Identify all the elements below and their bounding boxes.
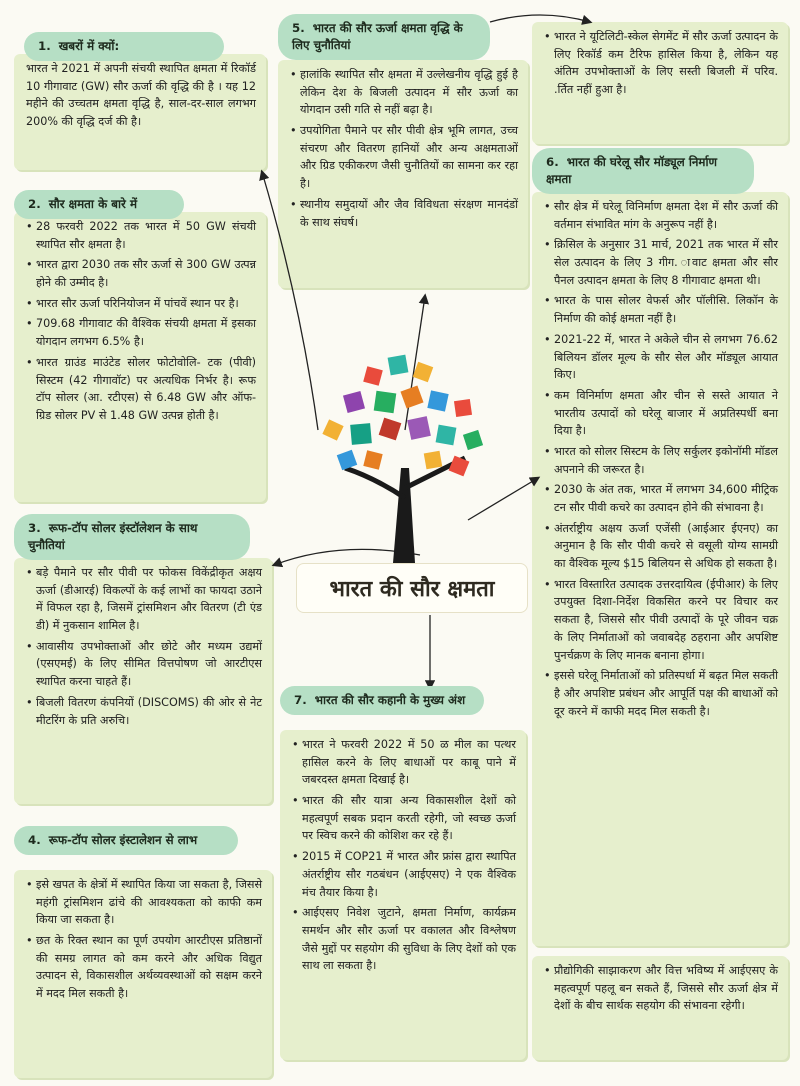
list-item: • अंतर्राष्ट्रीय अक्षय ऊर्जा एजेंसी (आईआर ईएनए) का अनुमान है कि सौर पीवी कचरे से वसूली योग्य सामग्री का वैश्विक मूल्य $15 बिलियन से अधिक हो सकता है। bbox=[544, 520, 778, 573]
s7-number: 7. bbox=[294, 693, 307, 707]
s1-title: खबरों में क्यों: bbox=[58, 39, 120, 53]
list-item: • भारत की सौर यात्रा अन्य विकासशील देशों को महत्वपूर्ण सबक प्रदान करती रहेगी, जो स्वच्छ ऊर्जा पर स्विच करने की कोशिश कर रहे हैं। bbox=[292, 792, 516, 845]
s1-heading bbox=[24, 32, 224, 61]
list-item: • 28 फरवरी 2022 तक भारत में 50 GW संचयी स्थापित सौर क्षमता है। bbox=[26, 218, 256, 253]
list-item: • उपयोगिता पैमाने पर सौर पीवी क्षेत्र भूमि लागत, उच्च संचरण और वितरण हानियों और अन्य अक्षमताओं और ग्रिड एकीकरण जैसी चुनौतियों का सामना कर रहा है। bbox=[290, 122, 518, 193]
list-item: • बड़े पैमाने पर सौर पीवी पर फोकस विकेंद्रीकृत अक्षय ऊर्जा (डीआरई) विकल्पों के कई लाभों का फायदा उठाने में विफल रहा है, जिसमें ट्रांसमिशन और वितरण (टी एंड डी) में नुकसान शामिल है। bbox=[26, 564, 262, 635]
s2-title: सौर क्षमता के बारे में bbox=[48, 197, 138, 211]
list-item: • इसे खपत के क्षेत्रों में स्थापित किया जा सकता है, जिससे महंगी ट्रांसमिशन ढांचे की आवश्यकता को काफी कम किया जा सकता है। bbox=[26, 876, 262, 929]
list-item: • भारत सौर ऊर्जा परिनियोजन में पांचवें स्थान पर है। bbox=[26, 295, 256, 313]
center-title: भारत की सौर क्षमता bbox=[296, 563, 528, 613]
s4-title: रूफ-टॉप सोलर इंस्टालेशन से लाभ bbox=[48, 833, 198, 847]
list-item: • भारत विस्तारित उत्पादक उत्तरदायित्व (ईपीआर) के लिए उपयुक्त दिशा-निर्देश विकसित करने पर विचार कर सकता है, जिससे सौर पीवी उत्पादों के पूरे जीवन चक्र के लिए निर्माताओं को जवाबदेह ठहराना और अपशिष्ट पुनर्चक्रण के लिए मानक बनाना होगा। bbox=[544, 576, 778, 664]
s2-heading bbox=[14, 190, 184, 219]
list-item: • भारत के पास सोलर वेफर्स और पॉलीसि. लिकॉन के निर्माण की कोई क्षमता नहीं है। bbox=[544, 292, 778, 327]
list-item: • भारत द्वारा 2030 तक सौर ऊर्जा से 300 GW उत्पन्न होने की उम्मीद है। bbox=[26, 256, 256, 291]
list-item: • हालांकि स्थापित सौर क्षमता में उल्लेखनीय वृद्धि हुई है लेकिन देश के बिजली उत्पादन में सौर ऊर्जा का योगदान उसी गति से नहीं बढ़ा है। bbox=[290, 66, 518, 119]
list-item: • 2015 में COP21 में भारत और फ्रांस द्वारा स्थापित अंतर्राष्ट्रीय सौर गठबंधन (आईएसए) ने एक वैश्विक मंच तैयार किया है। bbox=[292, 848, 516, 901]
s1-number: 1. bbox=[38, 39, 51, 53]
s6-heading bbox=[532, 148, 754, 194]
list-item: • सौर क्षेत्र में घरेलू विनिर्माण क्षमता देश में सौर ऊर्जा की वर्तमान संभावित मांग के अनुरूप नहीं है। bbox=[544, 198, 778, 233]
list-item: • इससे घरेलू निर्माताओं को प्रतिस्पर्धा में बढ़त मिल सकती है और अपशिष्ट प्रबंधन और आपूर्ति पक्ष की बाधाओं को दूर करने में काफी मदद मिल सकती है। bbox=[544, 667, 778, 720]
arrow-s5-to-s5b bbox=[490, 15, 590, 22]
s7-title: भारत की सौर कहानी के मुख्य अंश bbox=[314, 693, 466, 707]
tree-illustration bbox=[305, 348, 505, 578]
list-item: • बिजली वितरण कंपनियों (DISCOMS) की ओर से नेट मीटरिंग के प्रति अरुचि। bbox=[26, 694, 262, 729]
s5-number: 5. bbox=[292, 21, 305, 35]
list-item: • कम विनिर्माण क्षमता और चीन से सस्ते आयात ने भारतीय उत्पादों को घरेलू बाजार में अप्रतिस्पर्धी बना दिया है। bbox=[544, 387, 778, 440]
list-item: • 2030 के अंत तक, भारत में लगभग 34,600 मीट्रिक टन सौर पीवी कचरे का उत्पादन होने की संभावना है। bbox=[544, 481, 778, 516]
s1-text: भारत ने 2021 में अपनी संचयी स्थापित क्षमता में रिकॉर्ड 10 गीगावाट (GW) सौर ऊर्जा की वृद्धि की है । यह 12 महीने की उच्चतम क्षमता वृद्धि है, साल-दर-साल लगभग 200% की वृद्धि दर्ज की है। bbox=[26, 62, 256, 129]
list-item: • प्रौद्योगिकी साझाकरण और वित्त भविष्य में आईएसए के महत्वपूर्ण पहलू बन सकते हैं, जिससे सौर ऊर्जा क्षेत्र में देशों के बीच सार्थक सहयोग की संभावना रहेगी। bbox=[544, 962, 778, 1015]
list-item: • भारत ने फरवरी 2022 में 50 ळ मील का पत्थर हासिल करने के लिए बाधाओं पर काबू पाने में जबरदस्त क्षमता दिखाई है। bbox=[292, 736, 516, 789]
s5-title: भारत की सौर ऊर्जा क्षमता वृद्धि के लिए चुनौतियां bbox=[292, 21, 463, 53]
s3-title: रूफ-टॉप सोलर इंस्टॉलेशन के साथ चुनौतियां bbox=[28, 521, 198, 553]
s4-heading bbox=[14, 826, 238, 855]
s3-number: 3. bbox=[28, 521, 41, 535]
s3-heading bbox=[14, 514, 250, 560]
list-item: • क्रिसिल के अनुसार 31 मार्च, 2021 तक भारत में सौर सेल उत्पादन के लिए 3 गीग. ावाट क्षमता और सौर पैनल उत्पादन क्षमता के लिए 8 गीगावाट क्षमता थी। bbox=[544, 236, 778, 289]
s4-number: 4. bbox=[28, 833, 41, 847]
s7-heading bbox=[280, 686, 484, 715]
list-item: • 2021-22 में, भारत ने अकेले चीन से लगभग 76.62 बिलियन डॉलर मूल्य के सौर सेल और मॉड्यूल आयात किए। bbox=[544, 331, 778, 384]
s5-heading bbox=[278, 14, 490, 60]
list-item: • छत के रिक्त स्थान का पूर्ण उपयोग आरटीएस प्रतिष्ठानों की समग्र लागत को कम करने और अधिक विद्युत उत्पादन से, विकासशील अर्थव्यवस्थाओं को सक्षम करने में मदद मिल सकती है। bbox=[26, 932, 262, 1003]
list-item: • आवासीय उपभोक्ताओं और छोटे और मध्यम उद्यमों (एसएमई) के लिए सीमित वित्तपोषण जो आरटीएस स्थापित करना चाहते हैं। bbox=[26, 638, 262, 691]
s2-number: 2. bbox=[28, 197, 41, 211]
list-item: • आईएसए निवेश जुटाने, क्षमता निर्माण, कार्यक्रम समर्थन और सौर ऊर्जा पर वकालत और विश्लेषण जैसे मुद्दों पर सहयोग की सुविधा के लिए देशों को एक साथ ला सकता है। bbox=[292, 904, 516, 975]
s6-title: भारत की घरेलू सौर मॉड्यूल निर्माण क्षमता bbox=[546, 155, 718, 187]
list-item: • स्थानीय समुदायों और जैव विविधता संरक्षण मानदंडों के साथ संघर्ष। bbox=[290, 196, 518, 231]
list-item: • भारत को सोलर सिस्टम के लिए सर्कुलर इकोनॉमी मॉडल अपनाने की जरूरत है। bbox=[544, 443, 778, 478]
list-item: • भारत ने यूटिलिटी-स्केल सेगमेंट में सौर ऊर्जा उत्पादन के लिए रिकॉर्ड कम टैरिफ हासिल किया है, लेकिन यह अंतिम उपभोक्ताओं के लिए सस्ती बिजली में परिव. .र्तित नहीं हुआ है। bbox=[544, 28, 778, 99]
list-item: • 709.68 गीगावाट की वैश्विक संचयी क्षमता में इसका योगदान लगभग 6.5% है। bbox=[26, 315, 256, 350]
list-item: • भारत ग्राउंड माउंटेड सोलर फोटोवोलि- टक (पीवी) सिस्टम (42 गीगावॉट) पर अत्यधिक निर्भर है। रूफ टॉप सोलर (आ. रटीएस) से 6.48 GW और ऑफ-ग्रिड सोलर PV से 1.48 GW उत्पन्न होती है। bbox=[26, 354, 256, 425]
s6-number: 6. bbox=[546, 155, 559, 169]
